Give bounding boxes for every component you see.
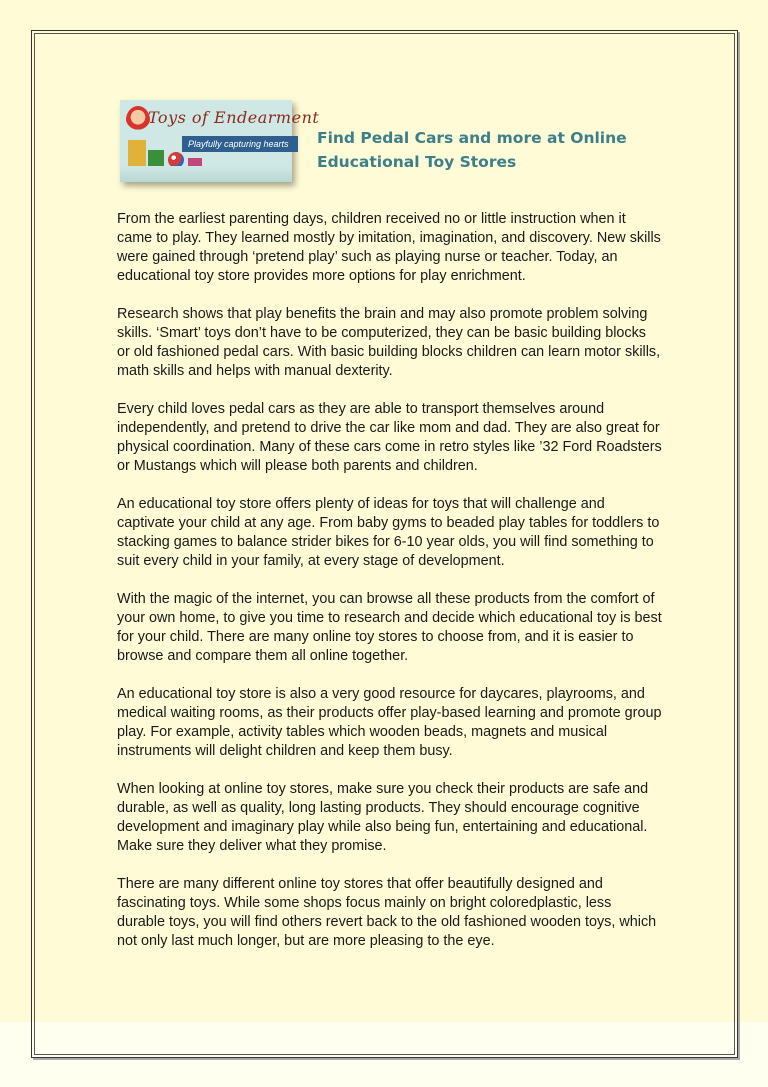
article-body — [117, 210, 662, 970]
page-title — [317, 126, 657, 174]
title-line-2: Educational Toy Stores — [317, 153, 517, 171]
title-line-1: Find Pedal Cars and more at Online — [317, 129, 627, 147]
toy-block-icon — [128, 140, 146, 166]
logo-title: Toys of Endearment — [148, 108, 320, 127]
clown-icon — [126, 106, 150, 134]
paragraph: When looking at online toy stores, make sure you check their products are safe and durable, as well as quality, long lasting products. They should encourage cognitive development and imaginary play while also being fun, entertaining and educational. Make sure they deliver what they promise. — [117, 781, 649, 854]
paragraph: An educational toy store is also a very good resource for daycares, playrooms, and medical waiting rooms, as their products offer play-based learning and promote group play. For example, activity tables which wooden beads, magnets and musical instruments will delight children and keep them busy. — [117, 686, 662, 759]
logo-reflection — [120, 166, 292, 182]
paragraph: An educational toy store offers plenty of ideas for toys that will challenge and captivate your child at any age. From baby gyms to beaded play tables for toddlers to stacking games to balance strider bikes for 6-10 year olds, you will find something to suit every child in your family, at every stage of development. — [117, 496, 660, 569]
toy-block-icon — [148, 150, 164, 166]
paragraph: From the earliest parenting days, children received no or little instruction when it came to play. They learned mostly by imitation, imagination, and discovery. New skills were gained through ‘pretend play’ such as playing nurse or teacher. Today, an educational toy store provides more options for play enrichment. — [117, 211, 661, 284]
paragraph: Research shows that play benefits the brain and may also promote problem solving skills. ‘Smart’ toys don’t have to be computerized, they can be basic building blocks or old fashioned pedal cars. With basic building blocks children can learn motor skills, math skills and helps with manual dexterity. — [117, 306, 661, 379]
store-logo — [120, 100, 320, 182]
paragraph: There are many different online toy stores that offer beautifully designed and fascinating toys. While some shops focus mainly on bright coloredplastic, less durable toys, you will find others revert back to the old fashioned wooden toys, which not only last much longer, but are more pleasing to the eye. — [117, 876, 657, 949]
paragraph: Every child loves pedal cars as they are able to transport themselves around independently, and pretend to drive the car like mom and dad. They are also great for physical coordination. Many of these cars come in retro styles like ’32 Ford Roadsters or Mustangs which will please both parents and children. — [117, 401, 662, 474]
logo-tagline: Playfully capturing hearts — [182, 136, 298, 152]
paragraph: With the magic of the internet, you can browse all these products from the comfort of your own home, to give you time to research and decide which educational toy is best for your child. There are many online toy stores to choose from, and it is easier to browse and compare them all online together. — [117, 591, 662, 664]
